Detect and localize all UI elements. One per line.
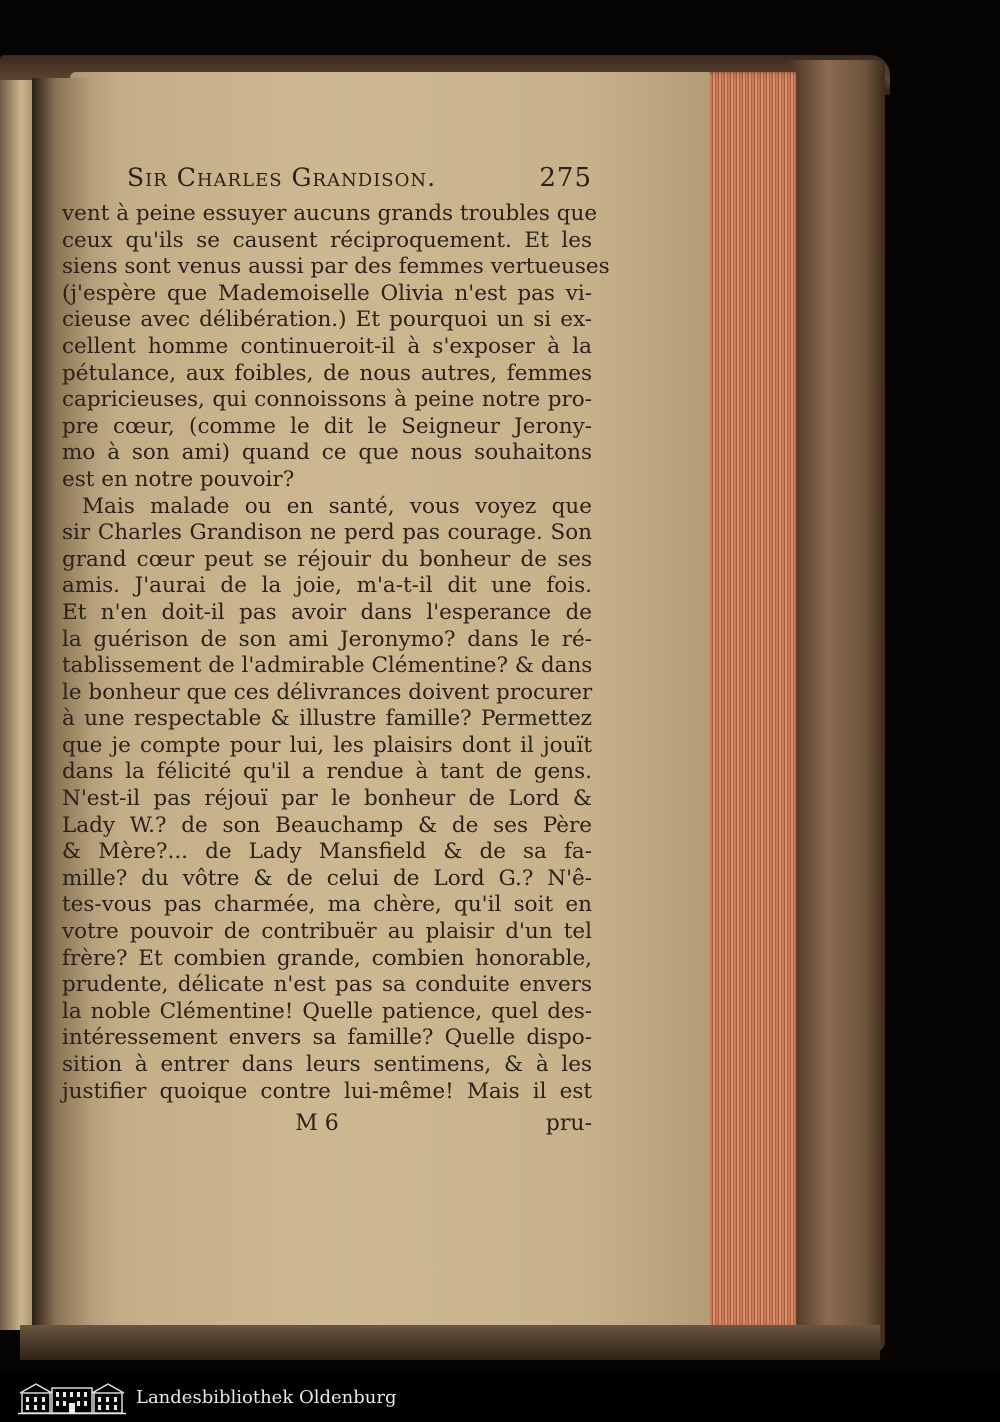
page-text-block [62, 163, 610, 1138]
page-edges [698, 72, 796, 1340]
text-line: pre cœur, (comme le dit le Seigneur Jerony- [62, 413, 592, 439]
running-title: Sir Charles Grandison. [127, 163, 437, 192]
text-line: cellent homme continueroit-il à s'exposer à la [62, 333, 592, 359]
text-line: que je compte pour lui, les plaisirs dont il jouït [62, 732, 592, 758]
text-line: tablissement de l'admirable Clémentine? & dans [62, 653, 593, 679]
text-line: Mais malade ou en santé, vous voyez que [82, 493, 592, 519]
text-line: est en notre pouvoir? [62, 466, 295, 492]
catchword: pru- [545, 1110, 592, 1136]
library-name: Landesbibliothek Oldenburg [136, 1386, 397, 1408]
text-line: mo à son ami) quand ce que nous souhaitons [62, 440, 592, 466]
page-header [62, 163, 592, 201]
text-line: la guérison de son ami Jeronymo? dans le ré- [62, 626, 592, 652]
text-line: sition à entrer dans leurs sentimens, & à les [62, 1052, 592, 1077]
text-line: le bonheur que ces délivrances doivent procurer [62, 679, 593, 705]
text-line: N'est-il pas réjouï par le bonheur de Lord & [62, 786, 592, 812]
text-line: amis. J'aurai de la joie, m'a-t-il dit une fois. [62, 573, 592, 599]
text-line: dans la félicité qu'il a rendue à tant de gens. [62, 759, 592, 785]
library-building-icon [18, 1379, 126, 1415]
text-line: ceux qu'ils se causent réciproquement. Et les [62, 227, 592, 253]
facing-page [0, 80, 35, 1330]
text-line: grand cœur peut se réjouir du bonheur de ses [62, 546, 592, 572]
text-line: sir Charles Grandison ne perd pas courage. Son [62, 520, 592, 546]
text-line: prudente, délicate n'est pas sa conduite envers [62, 972, 592, 998]
text-line: justifier quoique contre lui-même! Mais il est [62, 1078, 592, 1104]
text-line: & Mère?... de Lady Mansfield & de sa fa- [62, 839, 592, 865]
text-line: frère? Et combien grande, combien honorable, [62, 945, 592, 971]
text-line: pétulance, aux foibles, de nous autres, femmes [62, 360, 592, 386]
text-line: siens sont venus aussi par des femmes vertueuses [62, 254, 610, 280]
page-number: 275 [539, 163, 592, 193]
text-line: vent à peine essuyer aucuns grands troubles que [62, 201, 598, 226]
text-line: Lady W.? de son Beauchamp & de ses Père [62, 812, 592, 838]
book-back-cover [790, 60, 885, 1352]
text-line: capricieuses, qui connoissons à peine notre pro- [62, 387, 592, 413]
text-line: à une respectable & illustre famille? Permettez [62, 706, 592, 732]
page-footer [62, 1108, 592, 1138]
text-line: tes-vous pas charmée, ma chère, qu'il soit en [62, 892, 592, 918]
text-line: intéressement envers sa famille? Quelle dispo- [62, 1025, 592, 1051]
text-line: la noble Clémentine! Quelle patience, quel des- [62, 998, 592, 1024]
book-bottom-edge [20, 1325, 880, 1360]
text-line: Et n'en doit-il pas avoir dans l'esperance de [62, 599, 592, 625]
text-line: cieuse avec délibération.) Et pourquoi un si ex- [62, 307, 592, 333]
text-line: mille? du vôtre & de celui de Lord G.? N'ê- [62, 865, 592, 891]
library-footer-bar [0, 1372, 1000, 1422]
text-line: (j'espère que Mademoiselle Olivia n'est pas vi- [62, 280, 592, 306]
text-line: votre pouvoir de contribuër au plaisir d'un tel [62, 919, 592, 945]
signature-mark: M 6 [295, 1110, 339, 1136]
